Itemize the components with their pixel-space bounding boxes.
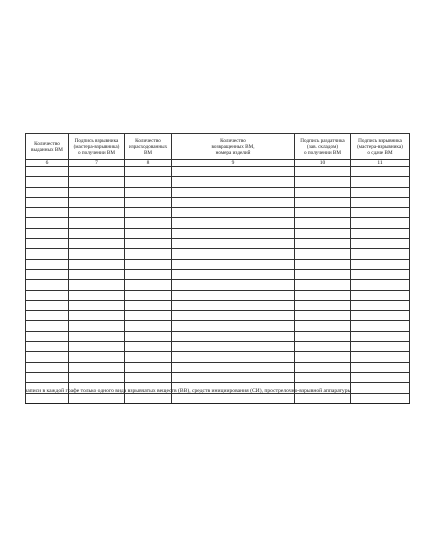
table-cell <box>125 372 172 382</box>
table-cell <box>351 187 410 197</box>
col-number: 6 <box>26 160 69 167</box>
table-cell <box>125 249 172 259</box>
footnote: записи в каждой графе только одного вида взрывчатых веществ (ВВ), средств инициирования (СИ), прострелочно-взрывной аппаратуры <box>25 388 352 394</box>
table-cell <box>295 321 351 331</box>
table-cell <box>26 342 69 352</box>
table-cell <box>125 259 172 269</box>
table-row <box>26 259 410 269</box>
table-row <box>26 342 410 352</box>
table-cell <box>125 362 172 372</box>
table-cell <box>69 362 125 372</box>
table-row <box>26 177 410 187</box>
table-cell <box>69 197 125 207</box>
table-cell <box>351 259 410 269</box>
table-cell <box>351 208 410 218</box>
table-row <box>26 269 410 279</box>
table-row <box>26 280 410 290</box>
table-cell <box>69 177 125 187</box>
table-cell <box>26 197 69 207</box>
table-cell <box>172 372 295 382</box>
table-cell <box>172 331 295 341</box>
table-row <box>26 239 410 249</box>
table-cell <box>295 208 351 218</box>
table-cell <box>69 321 125 331</box>
col-returned-header <box>172 134 295 160</box>
column-number-row <box>26 160 410 167</box>
table-row <box>26 197 410 207</box>
table-cell <box>295 342 351 352</box>
table-row <box>26 187 410 197</box>
table-cell <box>69 208 125 218</box>
table-row <box>26 311 410 321</box>
table-cell <box>69 259 125 269</box>
table-cell <box>351 167 410 177</box>
col-dispenser-signature-label: Подпись раздатчика (зав. складом) о получении ВМ <box>300 137 345 156</box>
table-row <box>26 362 410 372</box>
table-cell <box>351 249 410 259</box>
table-cell <box>26 280 69 290</box>
table-cell <box>125 228 172 238</box>
table-cell <box>295 362 351 372</box>
table-cell <box>26 208 69 218</box>
table-cell <box>69 300 125 310</box>
table-cell <box>69 187 125 197</box>
table-cell <box>69 228 125 238</box>
table-cell <box>295 187 351 197</box>
col-receipt-signature-header <box>69 134 125 160</box>
table-cell <box>351 331 410 341</box>
table-cell <box>295 331 351 341</box>
col-receipt-signature-label: Подпись взрывника (мастера-взрывника) о получении ВМ <box>73 137 120 156</box>
table-cell <box>69 167 125 177</box>
ledger-body <box>26 167 410 404</box>
table-cell <box>125 218 172 228</box>
table-cell <box>26 239 69 249</box>
table-cell <box>125 197 172 207</box>
table-cell <box>69 249 125 259</box>
table-cell <box>172 187 295 197</box>
table-cell <box>295 352 351 362</box>
table-row <box>26 228 410 238</box>
header-row <box>26 134 410 160</box>
table-cell <box>69 352 125 362</box>
table-cell <box>125 321 172 331</box>
table-cell <box>295 290 351 300</box>
table-cell <box>172 167 295 177</box>
table-cell <box>125 311 172 321</box>
table-cell <box>26 321 69 331</box>
table-cell <box>295 228 351 238</box>
table-cell <box>26 331 69 341</box>
table-cell <box>351 372 410 382</box>
table-cell <box>125 352 172 362</box>
table-cell <box>26 228 69 238</box>
table-cell <box>172 239 295 249</box>
table-cell <box>69 331 125 341</box>
table-cell <box>351 228 410 238</box>
table-cell <box>172 249 295 259</box>
table-cell <box>295 197 351 207</box>
table-cell <box>125 280 172 290</box>
table-cell <box>26 269 69 279</box>
col-number: 11 <box>351 160 410 167</box>
table-cell <box>295 239 351 249</box>
col-returned-label: Количество возвращенных ВМ, номера изделий <box>211 137 255 156</box>
table-row <box>26 290 410 300</box>
table-cell <box>26 362 69 372</box>
table-cell <box>26 167 69 177</box>
table-cell <box>351 352 410 362</box>
col-consumed-header <box>125 134 172 160</box>
table-cell <box>351 177 410 187</box>
table-cell <box>295 300 351 310</box>
table-cell <box>351 197 410 207</box>
table-cell <box>172 321 295 331</box>
table-cell <box>26 372 69 382</box>
table-cell <box>172 269 295 279</box>
col-number: 9 <box>172 160 295 167</box>
table-cell <box>125 239 172 249</box>
table-cell <box>351 362 410 372</box>
table-cell <box>351 300 410 310</box>
table-row <box>26 321 410 331</box>
table-cell <box>125 177 172 187</box>
table-row <box>26 208 410 218</box>
col-number: 7 <box>69 160 125 167</box>
col-number: 8 <box>125 160 172 167</box>
table-cell <box>295 218 351 228</box>
table-cell <box>295 177 351 187</box>
table-cell <box>351 239 410 249</box>
table-cell <box>69 290 125 300</box>
table-cell <box>172 290 295 300</box>
table-cell <box>69 342 125 352</box>
table-cell <box>172 259 295 269</box>
col-issued-header <box>26 134 69 160</box>
table-cell <box>295 280 351 290</box>
table-cell <box>172 311 295 321</box>
table-cell <box>125 290 172 300</box>
table-cell <box>125 269 172 279</box>
table-cell <box>26 249 69 259</box>
ledger-form <box>25 133 409 404</box>
table-cell <box>69 372 125 382</box>
table-cell <box>351 218 410 228</box>
col-dispenser-signature-header <box>295 134 351 160</box>
table-cell <box>26 290 69 300</box>
table-cell <box>172 362 295 372</box>
table-cell <box>295 249 351 259</box>
table-cell <box>172 352 295 362</box>
table-cell <box>125 300 172 310</box>
table-row <box>26 249 410 259</box>
table-cell <box>172 197 295 207</box>
table-cell <box>69 239 125 249</box>
table-cell <box>172 177 295 187</box>
table-cell <box>172 208 295 218</box>
col-consumed-label: Количество израсходованных ВМ <box>128 137 168 156</box>
table-cell <box>172 218 295 228</box>
table-cell <box>26 187 69 197</box>
table-cell <box>69 311 125 321</box>
table-cell <box>172 280 295 290</box>
ledger-table <box>25 133 410 404</box>
table-cell <box>351 321 410 331</box>
table-cell <box>26 259 69 269</box>
table-row <box>26 331 410 341</box>
table-cell <box>295 311 351 321</box>
table-cell <box>295 259 351 269</box>
table-cell <box>172 300 295 310</box>
table-cell <box>295 372 351 382</box>
table-cell <box>26 311 69 321</box>
table-cell <box>125 167 172 177</box>
table-cell <box>26 177 69 187</box>
table-row <box>26 372 410 382</box>
table-cell <box>26 218 69 228</box>
table-row <box>26 167 410 177</box>
table-cell <box>351 311 410 321</box>
table-cell <box>125 331 172 341</box>
col-return-signature-label: Подпись взрывника (мастера-взрывника) о сдаче ВМ <box>357 137 403 156</box>
table-row <box>26 218 410 228</box>
table-row <box>26 352 410 362</box>
table-cell <box>295 269 351 279</box>
table-cell <box>351 269 410 279</box>
col-return-signature-header <box>351 134 410 160</box>
table-cell <box>351 290 410 300</box>
table-cell <box>295 167 351 177</box>
table-cell <box>351 280 410 290</box>
table-cell <box>125 208 172 218</box>
table-cell <box>69 280 125 290</box>
table-cell <box>172 228 295 238</box>
table-cell <box>69 218 125 228</box>
table-cell <box>125 342 172 352</box>
table-cell <box>351 342 410 352</box>
col-issued-label: Количество выданных ВМ <box>31 140 63 153</box>
col-number: 10 <box>295 160 351 167</box>
table-row <box>26 300 410 310</box>
table-cell <box>69 269 125 279</box>
table-cell <box>26 300 69 310</box>
table-cell <box>125 187 172 197</box>
table-cell <box>172 342 295 352</box>
table-cell <box>26 352 69 362</box>
